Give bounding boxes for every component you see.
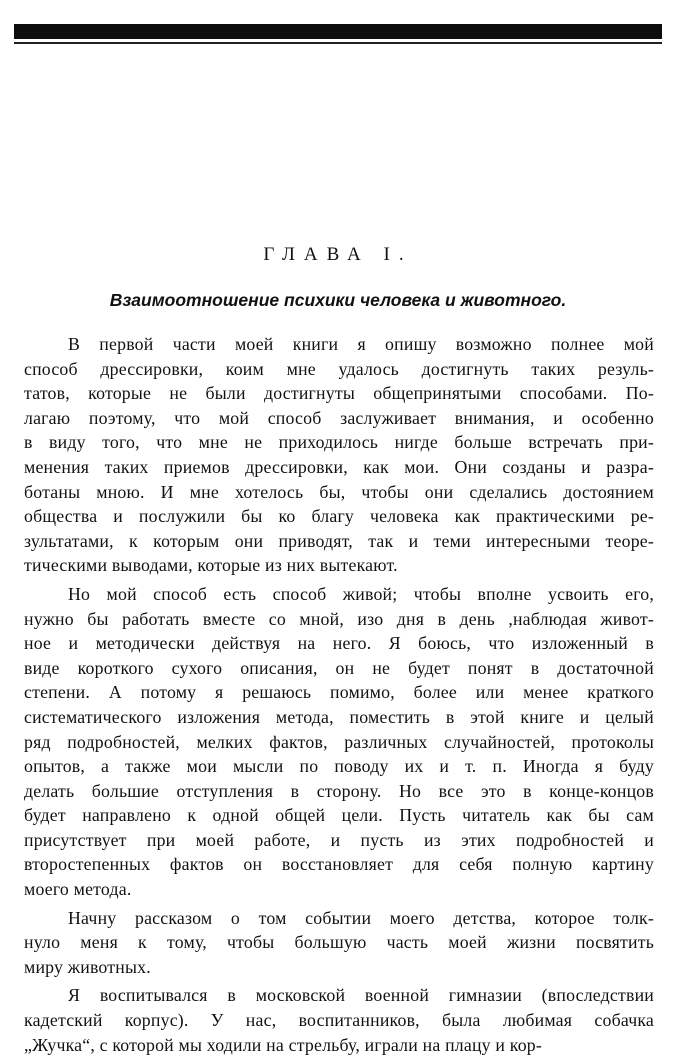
top-rule-thin [14, 42, 662, 44]
text-line: делать большие отступления в сторону. Но все это в конце-концов [24, 780, 654, 801]
text-line: в виду того, что мне не приходилось нигде больше встречать при- [24, 432, 654, 453]
paragraph [24, 983, 654, 1057]
text-line: нужно бы работать вместе со мной, изо дня в день ,наблюдая живот- [24, 608, 654, 629]
text-line: лагаю поэтому, что мой способ заслуживает внимания, и особенно [24, 407, 654, 428]
text-line: менения таких приемов дрессировки, как мои. Они созданы и разра- [24, 456, 654, 477]
chapter-heading: ГЛАВА I. [263, 244, 413, 265]
text-line: тическими выводами, которые из них вытекают. [24, 555, 398, 576]
text-line: присутствует при моей работе, и пусть из этих подробностей и [24, 829, 654, 850]
text-line: опытов, а также мои мысли по поводу их и т. п. Иногда я буду [24, 756, 654, 777]
text-line: нуло меня к тому, чтобы большую часть моей жизни посвятить [24, 932, 654, 953]
text-line: миру животных. [24, 956, 151, 977]
text-line: второстепенных фактов он восстановляет для себя полную картину [24, 854, 654, 875]
text-line: Начну рассказом о том событии моего детства, которое толк- [68, 907, 654, 928]
text-line: ботаны мною. И мне хотелось бы, чтобы они сделались достоянием [24, 481, 654, 502]
text-line: татов, которые не были достигнуты общепринятыми способами. По- [24, 383, 654, 404]
text-line: виде короткого сухого описания, он не будет понят в достаточной [24, 657, 654, 678]
text-line: ряд подробностей, мелких фактов, различных случайностей, протоколы [24, 731, 654, 752]
paragraph [24, 906, 654, 980]
text-line: способ дрессировки, коим мне удалось достигнуть таких резуль- [24, 358, 654, 379]
paragraph [24, 582, 654, 902]
text-line: моего метода. [24, 879, 132, 900]
top-rule [14, 24, 662, 39]
text-line: кадетский корпус). У нас, воспитанников, была любимая собачка [24, 1010, 654, 1031]
text-line: Но мой способ есть способ живой; чтобы вполне усвоить его, [68, 583, 654, 604]
text-line: В первой части моей книги я опишу возможно полнее мой [68, 334, 654, 354]
chapter-title: Взаимоотношение психики человека и животного. [109, 290, 567, 310]
text-line: ное и методически действуя на него. Я боюсь, что изложенный в [24, 633, 654, 654]
text-line: „Жучка“, с которой мы ходили на стрельбу, играли на плацу и кор- [24, 1034, 542, 1055]
text-line: степени. А потому я решаюсь помимо, более или менее краткого [24, 682, 654, 703]
text-line: будет направлено к одной общей цели. Пусть читатель как бы сам [24, 805, 654, 826]
paragraph [24, 332, 654, 578]
text-line: общества и послужили бы ко благу человека как практическими ре- [24, 506, 654, 527]
text-line: зультатами, к которым они приводят, так и теми интересными теоре- [24, 530, 654, 551]
text-line: систематического изложения метода, поместить в этой книге и целый [24, 706, 654, 727]
text-line: Я воспитывался в московской военной гимназии (впоследствии [68, 985, 654, 1006]
body-text [24, 332, 654, 1057]
